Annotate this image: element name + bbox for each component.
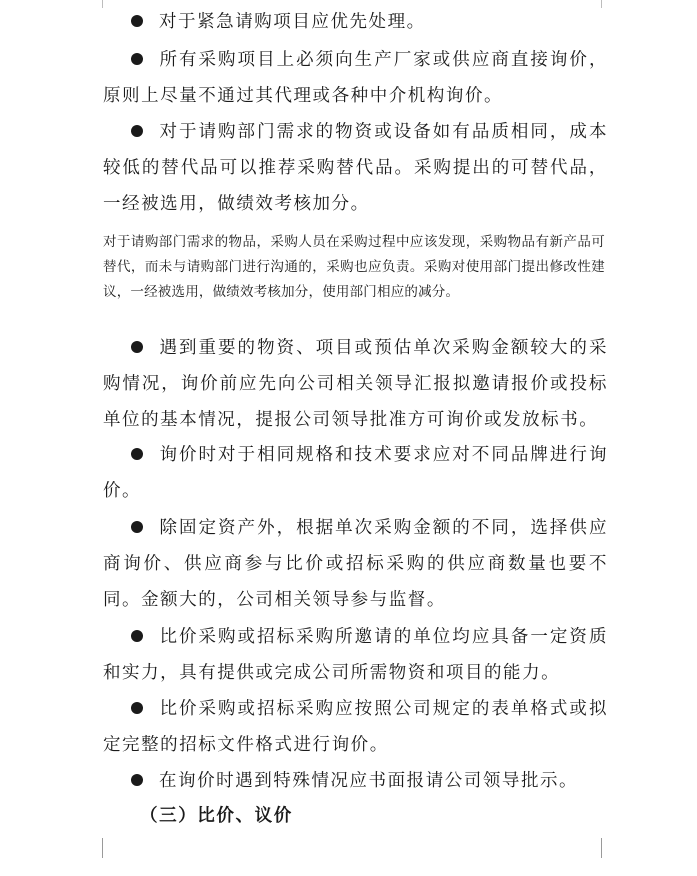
bullet-paragraph: 在询价时遇到特殊情况应书面报请公司领导批示。 bbox=[103, 763, 608, 799]
bullet-paragraph: 比价采购或招标采购所邀请的单位均应具备一定资质和实力，具有提供或完成公司所需物资和项目的能力。 bbox=[103, 627, 608, 683]
page-corner-mark-bottom-left bbox=[86, 838, 103, 858]
section-heading: （三）比价、议价 bbox=[140, 806, 293, 826]
bullet-icon bbox=[131, 15, 143, 27]
bullet-icon bbox=[131, 448, 143, 460]
bullet-icon bbox=[131, 125, 143, 137]
bullet-icon bbox=[131, 630, 143, 642]
page-corner-mark-top-left bbox=[86, 0, 103, 8]
bullet-icon bbox=[131, 774, 143, 786]
bullet-paragraph: 除固定资产外，根据单次采购金额的不同，选择供应商询价、供应商参与比价或招标采购的供应商数量也要不同。金额大的，公司相关领导参与监督。 bbox=[103, 518, 608, 610]
bullet-paragraph: 比价采购或招标采购应按照公司规定的表单格式或拟定完整的招标文件格式进行询价。 bbox=[103, 699, 608, 755]
bullet-icon bbox=[131, 53, 143, 65]
bullet-icon bbox=[131, 341, 143, 353]
bullet-paragraph: 对于请购部门需求的物资或设备如有品质相同，成本较低的替代品可以推荐采购替代品。采购提出的可替代品，一经被选用，做绩效考核加分。 bbox=[103, 122, 608, 214]
page-corner-mark-bottom-right bbox=[601, 838, 618, 858]
plain-paragraph: 对于请购部门需求的物品，采购人员在采购过程中应该发现，采购物品有新产品可替代，而未与请购部门进行沟通的，采购也应负责。采购对使用部门提出修改性建议，一经被选用，做绩效考核加分，使用部门相应的减分。 bbox=[103, 234, 605, 300]
bullet-paragraph: 所有采购项目上必须向生产厂家或供应商直接询价，原则上尽量不通过其代理或各种中介机构询价。 bbox=[103, 50, 608, 106]
bullet-icon bbox=[131, 521, 143, 533]
bullet-paragraph: 询价时对于相同规格和技术要求应对不同品牌进行询价。 bbox=[103, 445, 608, 501]
bullet-paragraph: 遇到重要的物资、项目或预估单次采购金额较大的采购情况，询价前应先向公司相关领导汇报拟邀请报价或投标单位的基本情况，提报公司领导批准方可询价或发放标书。 bbox=[103, 338, 608, 430]
bullet-icon bbox=[131, 702, 143, 714]
bullet-paragraph: 对于紧急请购项目应优先处理。 bbox=[103, 4, 608, 40]
